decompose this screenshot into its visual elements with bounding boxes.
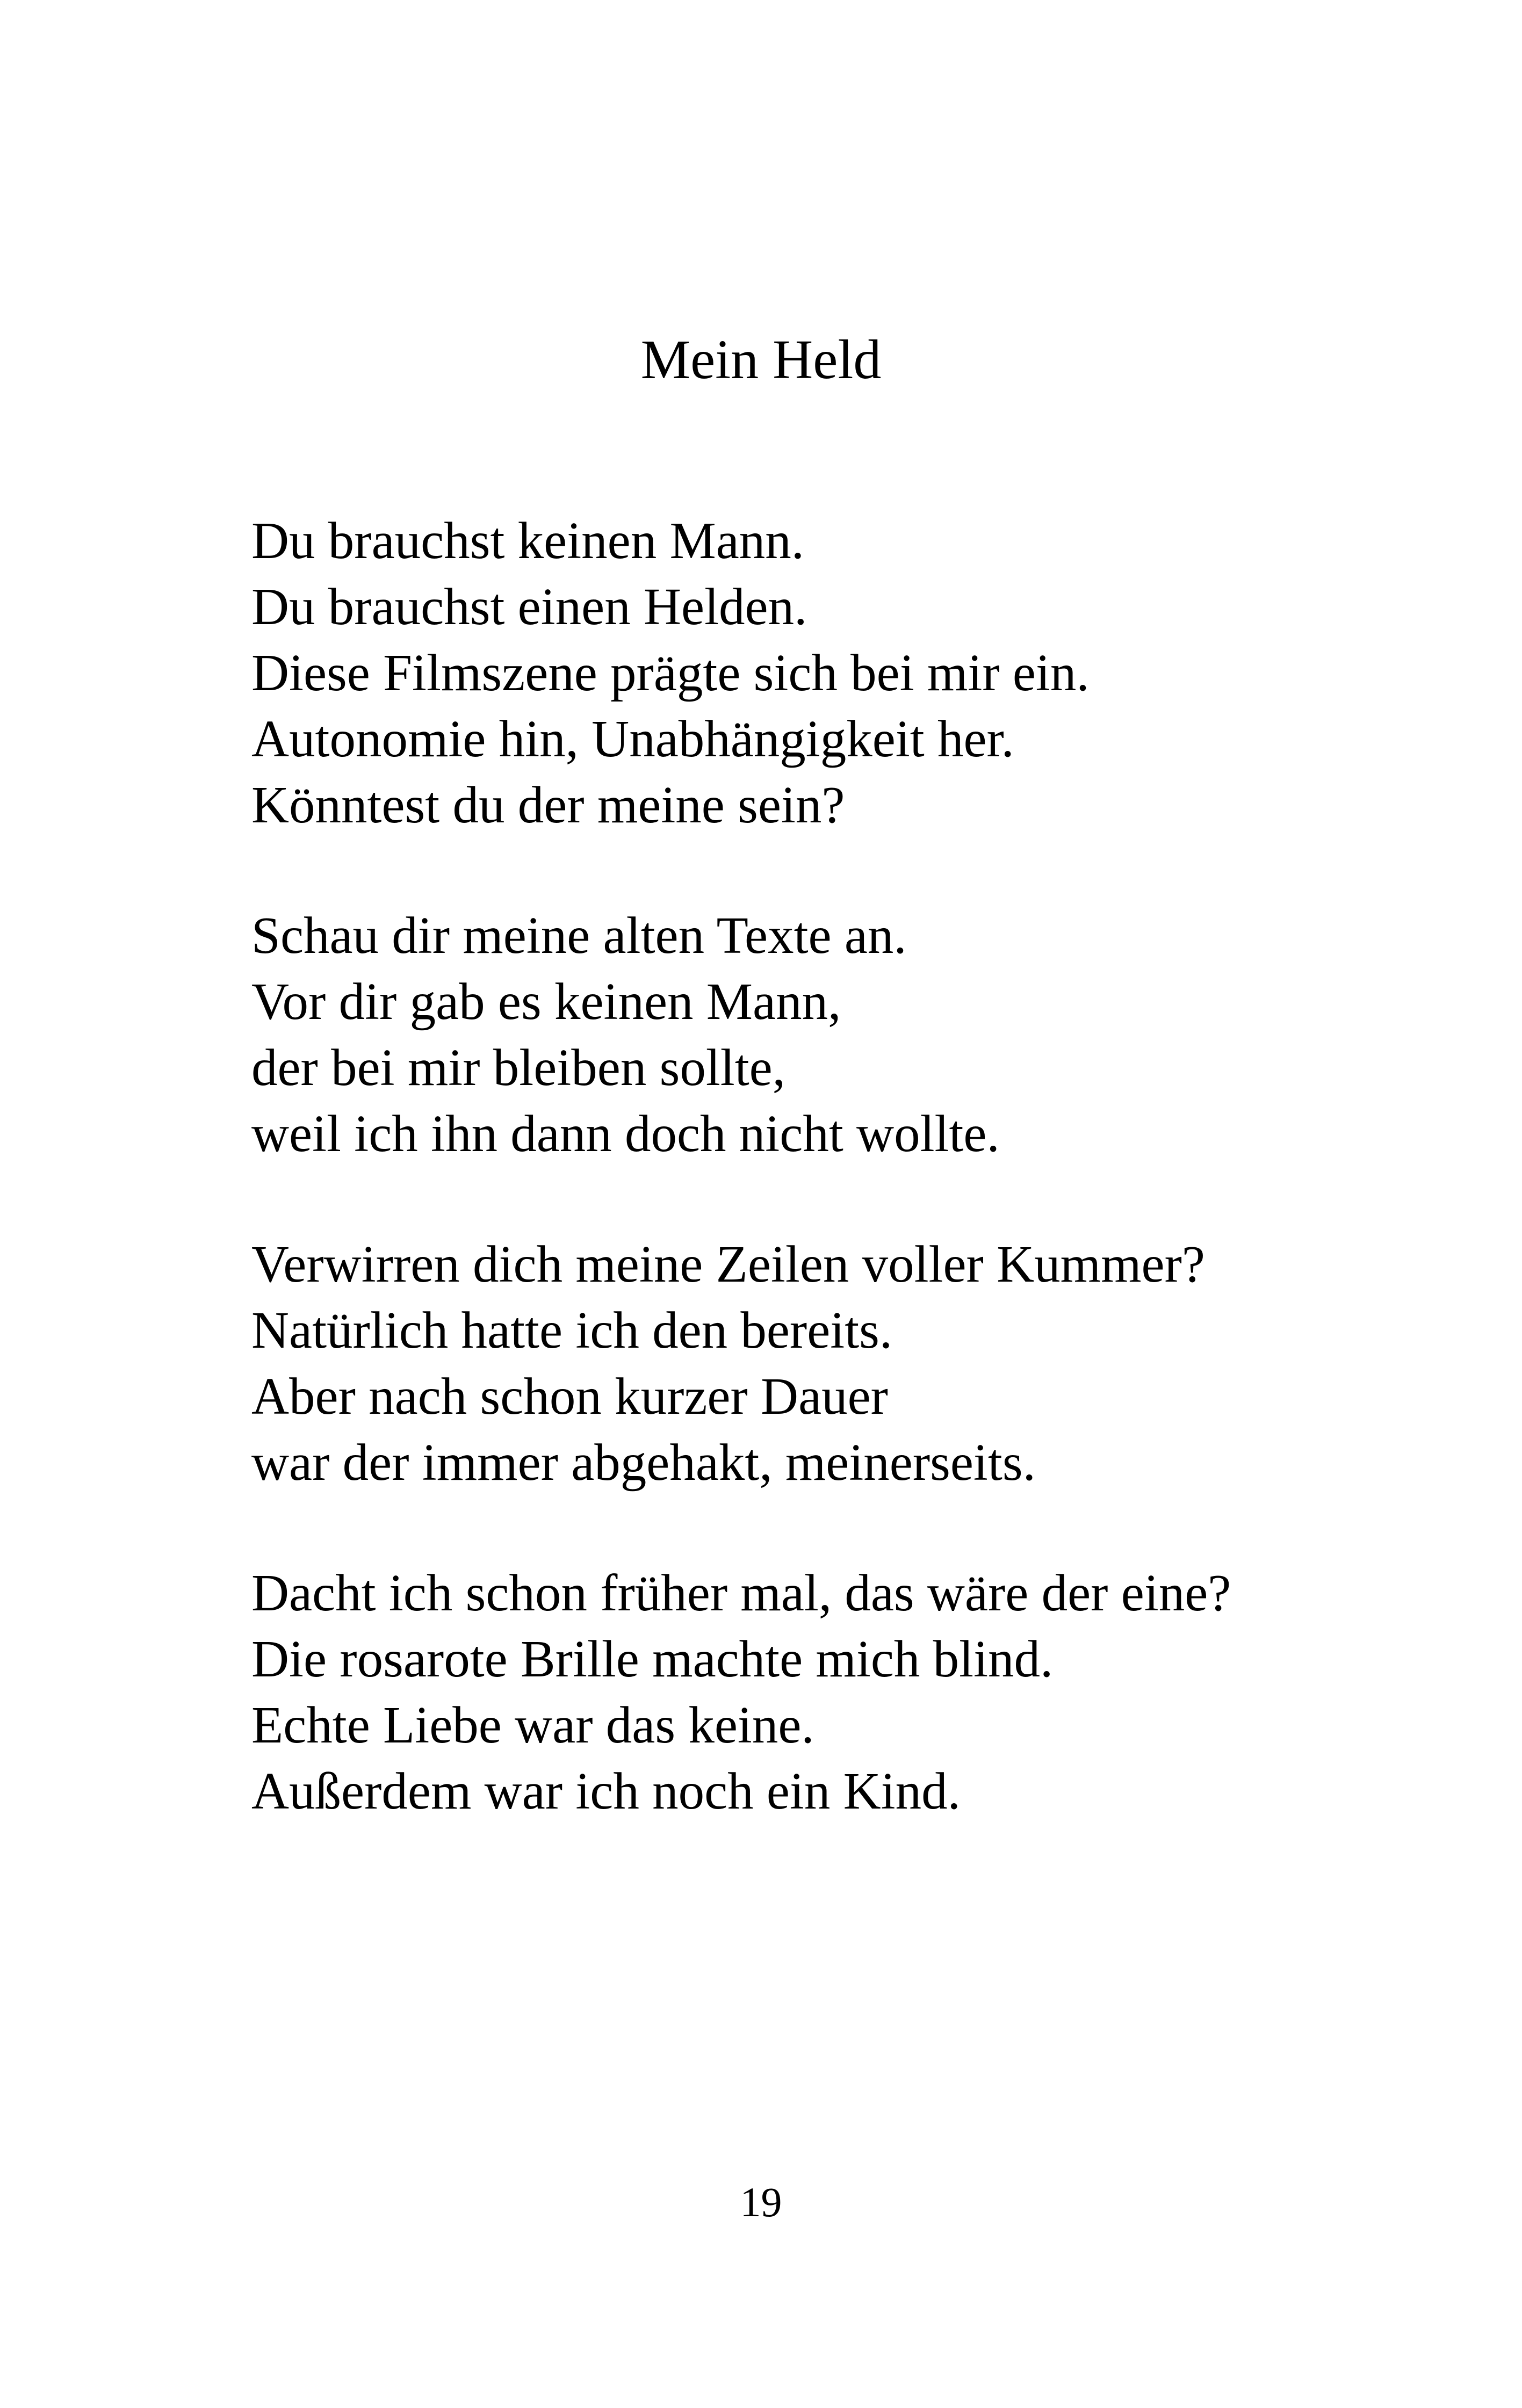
stanza-2	[251, 902, 1433, 1167]
poem-line: Außerdem war ich noch ein Kind.	[251, 1762, 961, 1820]
poem-line: Die rosarote Brille machte mich blind.	[251, 1630, 1054, 1688]
poem-line: Natürlich hatte ich den bereits.	[251, 1301, 893, 1359]
poem-line: Autonomie hin, Unabhängigkeit her.	[251, 710, 1014, 768]
poem-body	[251, 508, 1433, 1889]
stanza-4	[251, 1560, 1433, 1824]
page-number: 19	[740, 2179, 782, 2225]
poem-line: Echte Liebe war das keine.	[251, 1696, 814, 1754]
poem-line: Du brauchst einen Helden.	[251, 578, 807, 635]
poem-line: der bei mir bleiben sollte,	[251, 1039, 785, 1096]
poem-line: Verwirren dich meine Zeilen voller Kummer?	[251, 1235, 1205, 1293]
poem-line: Aber nach schon kurzer Dauer	[251, 1368, 888, 1425]
poem-line: Du brauchst keinen Mann.	[251, 512, 805, 569]
poem-line: war der immer abgehakt, meinerseits.	[251, 1434, 1036, 1491]
stanza-1	[251, 508, 1433, 838]
poem-line: Dacht ich schon früher mal, das wäre der eine?	[251, 1564, 1231, 1622]
poem-title: Mein Held	[640, 329, 882, 391]
poem-line: Vor dir gab es keinen Mann,	[251, 973, 841, 1030]
poem-line: Diese Filmszene prägte sich bei mir ein.	[251, 644, 1090, 702]
poem-line: Könntest du der meine sein?	[251, 776, 845, 834]
poem-line: Schau dir meine alten Texte an.	[251, 907, 907, 964]
stanza-3	[251, 1231, 1433, 1495]
poem-line: weil ich ihn dann doch nicht wollte.	[251, 1105, 1000, 1162]
